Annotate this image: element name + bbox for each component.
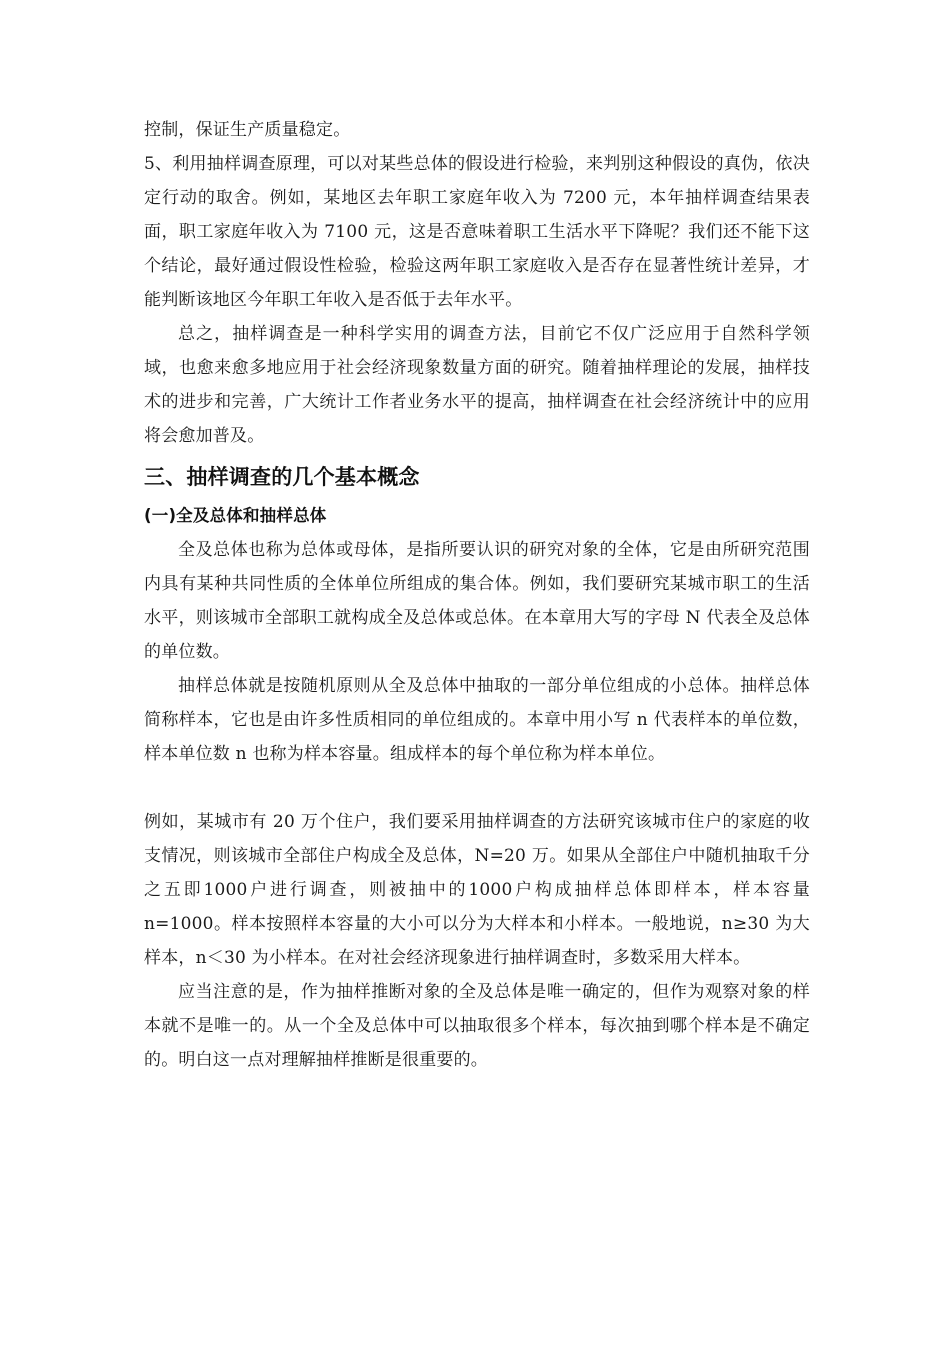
- paragraph-hypothesis-testing: 5、利用抽样调查原理，可以对某些总体的假设进行检验，来判别这种假设的真伪，依决定行动的取舍。例如，某地区去年职工家庭年收入为 7200 元，本年抽样调查结果表面，职工家庭年收入为 7100 元，这是否意味着职工生活水平下降呢？我们还不能下这个结论，最好通过假设性检验，检验这两年职工家庭收入是否存在显著性统计差异，才能判断该地区今年职工年收入是否低于去年水平。: [144, 154, 810, 310]
- paragraph-note: 应当注意的是，作为抽样推断对象的全及总体是唯一确定的，但作为观察对象的样本就不是唯一的。从一个全及总体中可以抽取很多个样本，每次抽到哪个样本是不确定的。明白这一点对理解抽样推断是很重要的。: [144, 982, 810, 1070]
- blank-line: [144, 771, 810, 805]
- document-page: [144, 113, 810, 1077]
- subsection-heading: (一)全及总体和抽样总体: [144, 506, 327, 525]
- section-heading: 三、抽样调查的几个基本概念: [144, 465, 420, 489]
- paragraph-example: 例如，某城市有 20 万个住户，我们要采用抽样调查的方法研究该城市住户的家庭的收支情况，则该城市全部住户构成全及总体，N=20 万。如果从全部住户中随机抽取千分之五即1000户进行调查，则被抽中的1000户构成抽样总体即样本，样本容量 n=1000。样本按照样本容量的大小可以分为大样本和小样本。一般地说，n≥30 为大样本，n＜30 为小样本。在对社会经济现象进行抽样调查时，多数采用大样本。: [144, 812, 810, 968]
- paragraph-quality-control: 控制，保证生产质量稳定。: [144, 120, 351, 140]
- paragraph-summary: 总之，抽样调查是一种科学实用的调查方法，目前它不仅广泛应用于自然科学领域，也愈来愈多地应用于社会经济现象数量方面的研究。随着抽样理论的发展，抽样技术的进步和完善，广大统计工作者业务水平的提高，抽样调查在社会经济统计中的应用将会愈加普及。: [144, 324, 810, 446]
- paragraph-sample: 抽样总体就是按随机原则从全及总体中抽取的一部分单位组成的小总体。抽样总体简称样本，它也是由许多性质相同的单位组成的。本章中用小写 n 代表样本的单位数，样本单位数 n 也称为样本容量。组成样本的每个单位称为样本单位。: [144, 676, 810, 764]
- paragraph-population: 全及总体也称为总体或母体，是指所要认识的研究对象的全体，它是由所研究范围内具有某种共同性质的全体单位所组成的集合体。例如，我们要研究某城市职工的生活水平，则该城市全部职工就构成全及总体或总体。在本章用大写的字母 N 代表全及总体的单位数。: [144, 540, 810, 662]
